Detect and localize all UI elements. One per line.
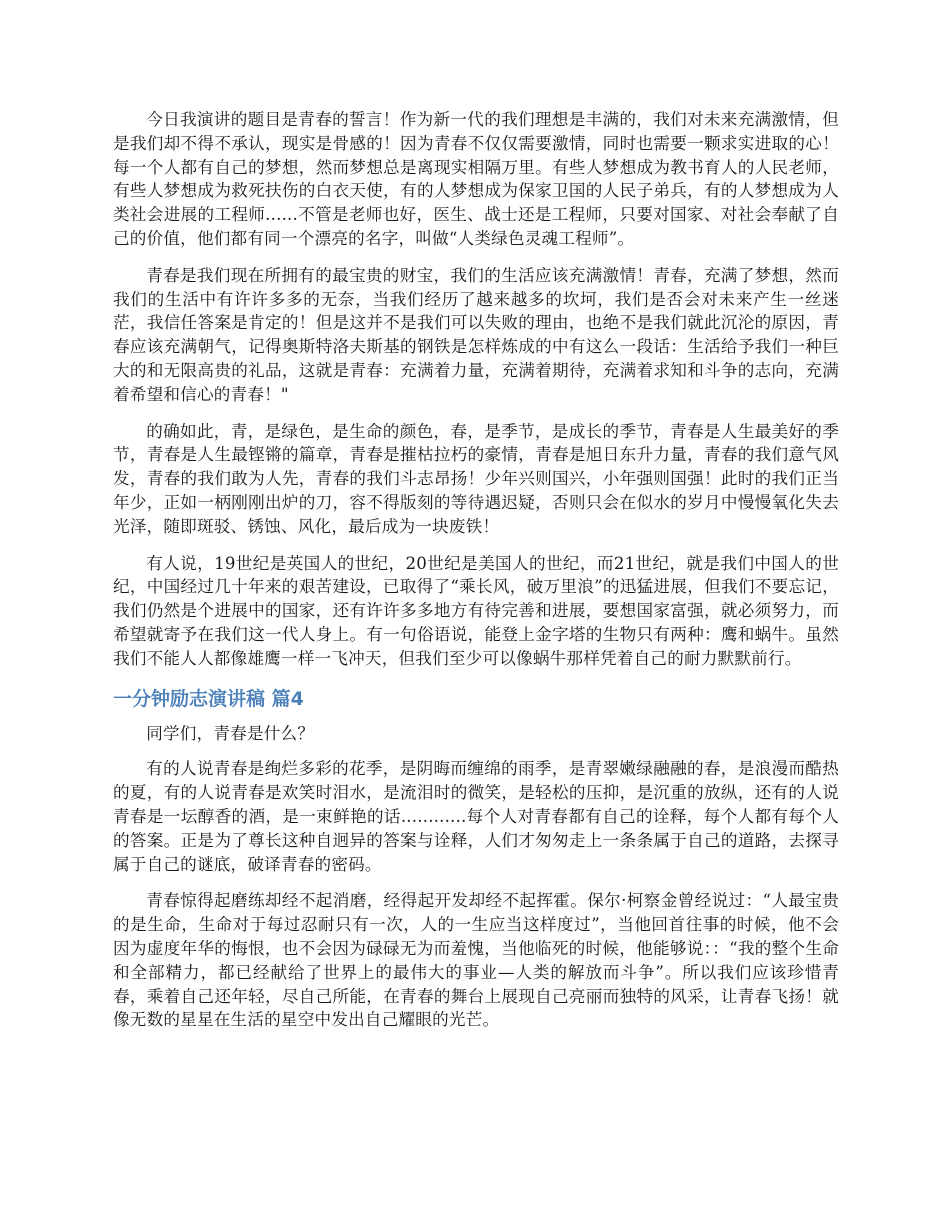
paragraph-cherish-youth: 青春惊得起磨练却经不起消磨，经得起开发却经不起挥霍。保尔·柯察金曾经说过：“人最宝贵的是生命，生命对于每过忍耐只有一次，人的一生应当这样度过”，当他回首往事的时候，他不会因为虚度年华的悔恨，也不会因为碌碌无为而羞愧，当他临死的时候，他能够说：：“我的整个生命和全部精力，都已经献给了世界上的最伟大的事业—人类的解放而斗争”。所以我们应该珍惜青春，乘着自己还年轻，尽自己所能，在青春的舞台上展现自己亮丽而独特的风采，让青春飞扬！就像无数的星星在生活的星空中发出自己耀眼的光芒。: [113, 891, 839, 1030]
section-heading: 一分钟励志演讲稿 篇4: [113, 687, 304, 710]
paragraph-youth-oath: 今日我演讲的题目是青春的誓言！作为新一代的我们理想是丰满的，我们对未来充满激情，但是我们却不得不承认，现实是骨感的！因为青春不仅仅需要激情，同时也需要一颗求实进取的心！每一个人都有自己的梦想，然而梦想总是离现实相隔万里。有些人梦想成为教书育人的人民老师，有些人梦想成为救死扶伤的白衣天使，有的人梦想成为保家卫国的人民子弟兵，有的人梦想成为人类社会进展的工程师......不管是老师也好，医生、战士还是工程师，只要对国家、对社会奉献了自己的价值，他们都有同一个漂亮的名字，叫做“人类绿色灵魂工程师”。: [113, 110, 839, 248]
paragraph-youth-green: 的确如此，青，是绿色，是生命的颜色，春，是季节，是成长的季节，青春是人生最美好的季节，青春是人生最铿锵的篇章，青春是摧枯拉朽的豪情，青春是旭日东升力量，青春的我们意气风发，青春的我们敢为人先，青春的我们斗志昂扬！少年兴则国兴，小年强则国强！此时的我们正当年少，正如一柄刚刚出炉的刀，容不得版刻的等待遇迟疑，否则只会在似水的岁月中慢慢氧化失去光泽，随即斑驳、锈蚀、风化，最后成为一块废铁！: [113, 421, 839, 536]
paragraph-youth-treasure: 青春是我们现在所拥有的最宝贵的财宝，我们的生活应该充满激情！青春，充满了梦想，然而我们的生活中有许许多多的无奈，当我们经历了越来越多的坎坷，我们是否会对未来产生一丝迷茫，我信任答案是肯定的！但是这并不是我们可以失败的理由，也绝不是我们就此沉沦的原因，青春应该充满朝气，记得奥斯特洛夫斯基的钢铁是怎样炼成的中有这么一段话：生活给予我们一种巨大的和无限高贵的礼品，这就是青春：充满着力量，充满着期待，充满着求知和斗争的志向，充满着希望和信心的青春！": [113, 265, 839, 404]
paragraph-youth-definitions: 有的人说青春是绚烂多彩的花季，是阴晦而缠绵的雨季，是青翠嫩绿融融的春，是浪漫而酷热的夏，有的人说青春是欢笑时泪水，是流泪时的微笑，是轻松的压抑，是沉重的放纵，还有的人说青春是一坛醇香的酒，是一束鲜艳的话............每个人对青春都有自己的诠释，每个人都有每个人的答案。正是为了尊长这种自迥异的答案与诠释，人们才匆匆走上一条条属于自己的道路，去探寻属于自己的谜底，破译青春的密码。: [113, 759, 839, 874]
paragraph-question: 同学们，青春是什么？: [146, 723, 315, 743]
document-page: [113, 108, 839, 1045]
paragraph-century: 有人说，19世纪是英国人的世纪，20世纪是美国人的世纪，而21世纪，就是我们中国人的世纪，中国经过几十年来的艰苦建设，已取得了“乘长风，破万里浪”的迅猛进展，但我们不要忘记，我们仍然是个进展中的国家，还有许许多多地方有待完善和进展，要想国家富强，就必须努力，而希望就寄予在我们这一代人身上。有一句俗语说，能登上金字塔的生物只有两种：鹰和蜗牛。虽然我们不能人人都像雄鹰一样一飞冲天，但我们至少可以像蜗牛那样凭着自己的耐力默默前行。: [113, 553, 839, 668]
